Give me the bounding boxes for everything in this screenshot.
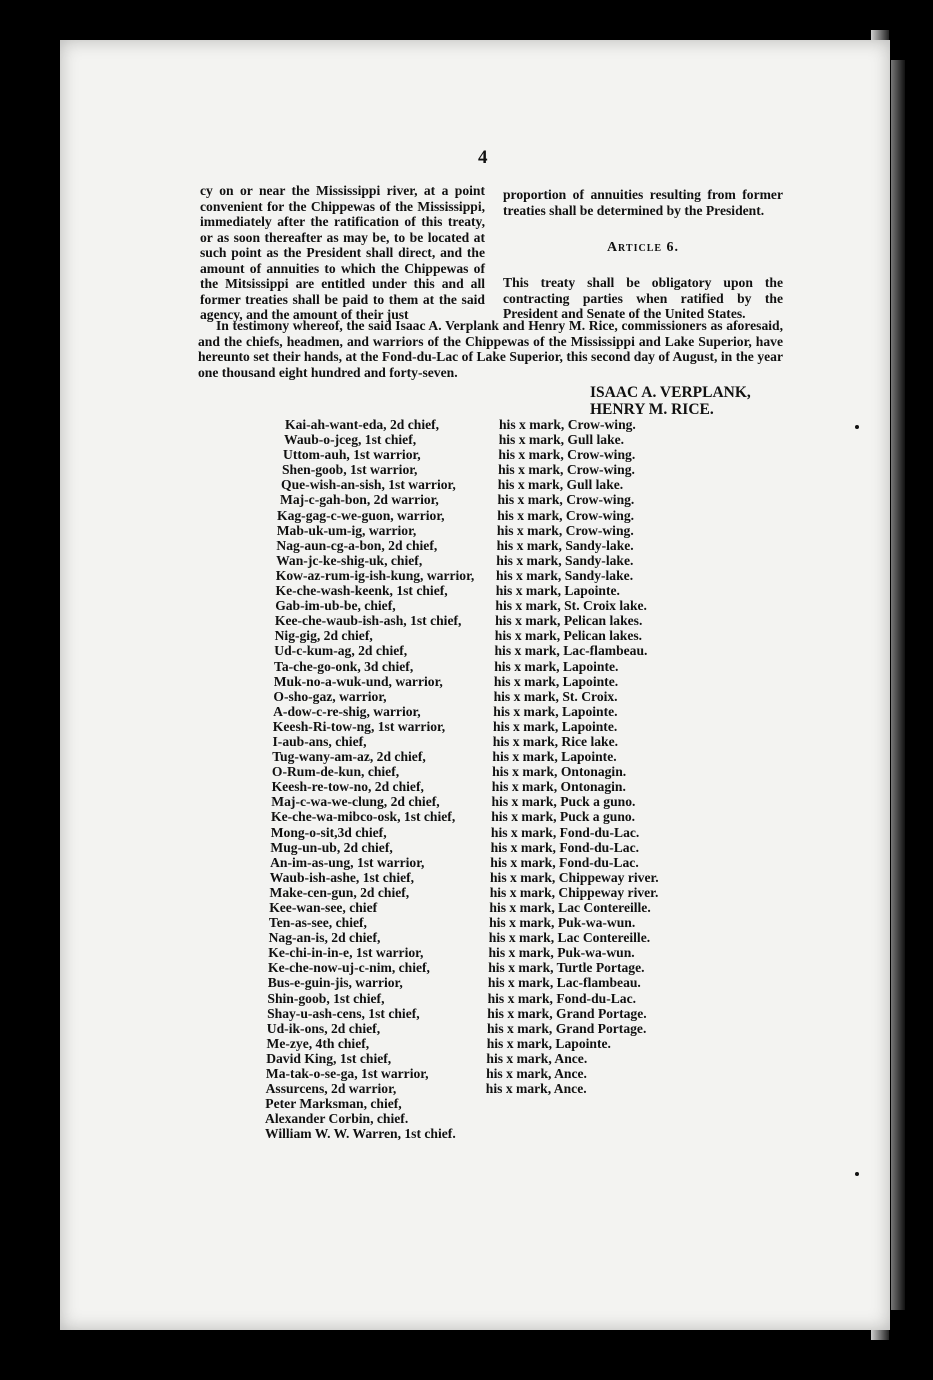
signatory-mark: his x mark, Crow-wing. xyxy=(496,522,634,538)
signatory-mark: his x mark, Ance. xyxy=(486,1066,587,1082)
signatory-mark: his x mark, Lac-flambeau. xyxy=(494,643,648,659)
signatory-mark: his x mark, Lapointe. xyxy=(493,718,618,734)
signatory-name: Kee-wan-see, chief xyxy=(269,900,378,915)
signatory-mark: his x mark, Chippeway river. xyxy=(490,869,659,885)
signatory-mark: his x mark, Lapointe. xyxy=(495,583,620,599)
signatory-name: Ud-ik-ons, 2d chief, xyxy=(266,1020,381,1036)
signatory-mark: his x mark, Lapointe. xyxy=(494,658,619,674)
signatory-mark: his x mark, Puk-wa-wun. xyxy=(489,915,636,931)
signatory-mark: his x mark, Crow-wing. xyxy=(497,492,635,508)
signatory-name: Ud-c-kum-ag, 2d chief, xyxy=(274,643,408,659)
signatory-name: William W. W. Warren, 1st chief. xyxy=(265,1126,456,1142)
page-edge-shadow xyxy=(891,60,905,1310)
signatory-mark: his x mark, Pelican lakes. xyxy=(495,613,643,629)
signatory-mark: his x mark, Lac Contereille. xyxy=(489,900,651,915)
signatory-mark: his x mark, Puk-wa-wun. xyxy=(488,945,635,961)
signatory-name: Uttom-auh, 1st warrior, xyxy=(283,447,421,463)
signatory-name: Ten-as-see, chief, xyxy=(268,915,367,931)
article-heading: Article 6. xyxy=(606,240,680,255)
signatory-mark xyxy=(485,1096,715,1111)
signatory-mark: his x mark, Ance. xyxy=(485,1081,587,1097)
signatory-mark: his x mark, Lac-flambeau. xyxy=(487,975,641,991)
signatory-mark: his x mark, Lapointe. xyxy=(492,749,617,765)
signatory-name: Mong-o-sit,3d chief, xyxy=(270,824,387,840)
signatory-mark: his x mark, Crow-wing. xyxy=(498,462,635,478)
signatory-mark: his x mark, Lapointe. xyxy=(486,1035,611,1051)
signatory-name: Ke-chi-in-in-e, 1st warrior, xyxy=(268,945,424,961)
signatory-name: O-sho-gaz, warrior, xyxy=(273,688,387,704)
signatory-mark: his x mark, Grand Portage. xyxy=(487,1020,647,1036)
signatory-mark: his x mark, St. Croix lake. xyxy=(495,598,647,614)
signatory-mark: his x mark, Gull lake. xyxy=(498,432,625,448)
signatory-name: Shay-u-ash-cens, 1st chief, xyxy=(267,1005,420,1021)
signatory-name: Nag-aun-cg-a-bon, 2d chief, xyxy=(276,537,438,553)
signatory-mark: his x mark, Chippeway river. xyxy=(489,884,659,900)
signatory-name: Que-wish-an-sish, 1st warrior, xyxy=(281,477,456,493)
signatory-name: Kai-ah-want-eda, 2d chief, xyxy=(285,417,440,432)
signatory-name: An-im-as-ung, 1st warrior, xyxy=(270,854,425,870)
signatory-name: Kee-che-waub-ish-ash, 1st chief, xyxy=(274,613,462,629)
signatory-mark: his x mark, Fond-du-Lac. xyxy=(490,824,640,840)
signatory-mark: his x mark, Grand Portage. xyxy=(487,1005,647,1021)
signatory-name: Gab-im-ub-be, chief, xyxy=(275,598,396,614)
signatory-mark: his x mark, Sandy-lake. xyxy=(496,552,634,568)
signatory-mark: his x mark, St. Croix. xyxy=(493,688,618,704)
page-number: 4 xyxy=(478,147,488,168)
signatory-name: Nig-gig, 2d chief, xyxy=(274,628,373,644)
signatory-mark: his x mark, Crow-wing. xyxy=(499,417,636,432)
signatory-mark: his x mark, Lapointe. xyxy=(493,703,618,719)
signatory-names xyxy=(265,417,495,1142)
signatory-mark: his x mark, Sandy-lake. xyxy=(496,537,634,553)
signatory-name: Kag-gag-c-we-guon, warrior, xyxy=(277,507,445,523)
signatory-name: Shin-goob, 1st chief, xyxy=(267,990,385,1006)
signatory-mark: his x mark, Fond-du-Lac. xyxy=(490,839,640,855)
signatory-mark: his x mark, Puck a guno. xyxy=(491,794,636,810)
signatory-name: Nag-an-is, 2d chief, xyxy=(268,930,381,946)
signatory-name: O-Rum-de-kun, chief, xyxy=(271,764,400,780)
signatory-name: Maj-c-wa-we-clung, 2d chief, xyxy=(271,794,440,810)
signatory-mark: his x mark, Crow-wing. xyxy=(497,507,635,523)
signatory-name: Ma-tak-o-se-ga, 1st warrior, xyxy=(265,1066,429,1082)
signatory-name: Mug-un-ub, 2d chief, xyxy=(270,839,393,855)
signatory-name: Keesh-Ri-tow-ng, 1st warrior, xyxy=(272,718,446,734)
signatory-name: Ke-che-wash-keenk, 1st chief, xyxy=(275,583,448,599)
signatory-name: Alexander Corbin, chief. xyxy=(265,1111,409,1127)
article-6-text: This treaty shall be obligatory upon the contracting parties when ratified by the President and Senate of the United States. xyxy=(503,275,783,321)
signatory-mark: his x mark, Fond-du-Lac. xyxy=(487,990,637,1006)
signatory-mark: his x mark, Turtle Portage. xyxy=(488,960,645,976)
signatory-name: Shen-goob, 1st warrior, xyxy=(282,462,418,478)
right-column-text: proportion of annuities resulting from former treaties shall be determined by the President. xyxy=(503,187,783,218)
signatory-mark xyxy=(485,1111,715,1126)
signatory-name: I-aub-ans, chief, xyxy=(272,733,367,749)
signatory-name: Me-zye, 4th chief, xyxy=(266,1035,370,1051)
signatory-name: Muk-no-a-wuk-und, warrior, xyxy=(273,673,443,689)
signatory-mark: his x mark, Puck a guno. xyxy=(491,809,636,825)
signatory-name: Keesh-re-tow-no, 2d chief, xyxy=(271,779,424,795)
signatory-name: Waub-o-jceg, 1st chief, xyxy=(284,432,417,448)
testimony-paragraph: In testimony whereof, the said Isaac A. Verplank and Henry M. Rice, commissioners as aforesaid, and the chiefs, headmen, and warriors of the Chippewas of the Mississippi and Lake Superior, have hereunto set their hands, at the Fond-du-Lac of Lake Superior, this second day of August, in the year one thousand eight hundred and forty-seven. xyxy=(198,318,783,380)
signatory-name: Bus-e-guin-jis, warrior, xyxy=(267,975,403,991)
signatory-mark xyxy=(485,1126,715,1141)
signatory-name: Ke-che-wa-mibco-osk, 1st chief, xyxy=(271,809,456,825)
signatory-mark: his x mark, Lac Contereille. xyxy=(488,930,651,946)
signatory-name: Make-cen-gun, 2d chief, xyxy=(269,884,410,900)
margin-mark xyxy=(855,1172,859,1176)
signatory-mark: his x mark, Crow-wing. xyxy=(498,447,636,463)
signatory-mark: his x mark, Pelican lakes. xyxy=(494,628,643,644)
commissioner-name: HENRY M. RICE. xyxy=(590,401,714,418)
signatory-name: Maj-c-gah-bon, 2d warrior, xyxy=(280,492,439,508)
signatory-mark: his x mark, Ontonagin. xyxy=(492,764,627,780)
signatory-name: Ke-che-now-uj-c-nim, chief, xyxy=(268,960,430,976)
signatory-name: Tug-wany-am-az, 2d chief, xyxy=(272,749,426,765)
signatory-name: A-dow-c-re-shig, warrior, xyxy=(273,703,421,719)
signatory-name: Kow-az-rum-ig-ish-kung, warrior, xyxy=(275,567,475,583)
signatory-mark: his x mark, Ance. xyxy=(486,1050,588,1066)
signatory-mark: his x mark, Lapointe. xyxy=(493,673,619,689)
signatory-name: Peter Marksman, chief, xyxy=(265,1096,402,1112)
signatory-name: David King, 1st chief, xyxy=(266,1050,392,1066)
signatory-name: Assurcens, 2d warrior, xyxy=(265,1081,397,1097)
signatory-name: Wan-jc-ke-shig-uk, chief, xyxy=(276,552,423,568)
signatory-mark: his x mark, Ontonagin. xyxy=(491,779,626,795)
commissioner-signatures xyxy=(590,384,751,418)
signatory-mark: his x mark, Sandy-lake. xyxy=(496,567,634,583)
signatory-mark: his x mark, Rice lake. xyxy=(492,733,619,749)
commissioner-name: ISAAC A. VERPLANK, xyxy=(590,384,751,401)
signatory-name: Mab-uk-um-ig, warrior, xyxy=(276,522,417,538)
signatory-name: Ta-che-go-onk, 3d chief, xyxy=(274,658,414,674)
margin-mark xyxy=(855,425,859,429)
signatory-name: Waub-ish-ashe, 1st chief, xyxy=(269,869,415,885)
signatory-mark: his x mark, Fond-du-Lac. xyxy=(490,854,639,870)
signatory-mark: his x mark, Gull lake. xyxy=(497,477,624,493)
signatory-marks xyxy=(485,417,715,1142)
left-column-text: cy on or near the Mississippi river, at a point convenient for the Chippewas of the Mississippi, immediately after the ratification of this treaty, or as soon thereafter as may be, to be located at such point as the President shall direct, and the amount of annuities to which the Chippewas of the Mitsissippi are entitled under this and all former treaties shall be paid to them at the said agency, and the amount of their just xyxy=(200,183,485,322)
